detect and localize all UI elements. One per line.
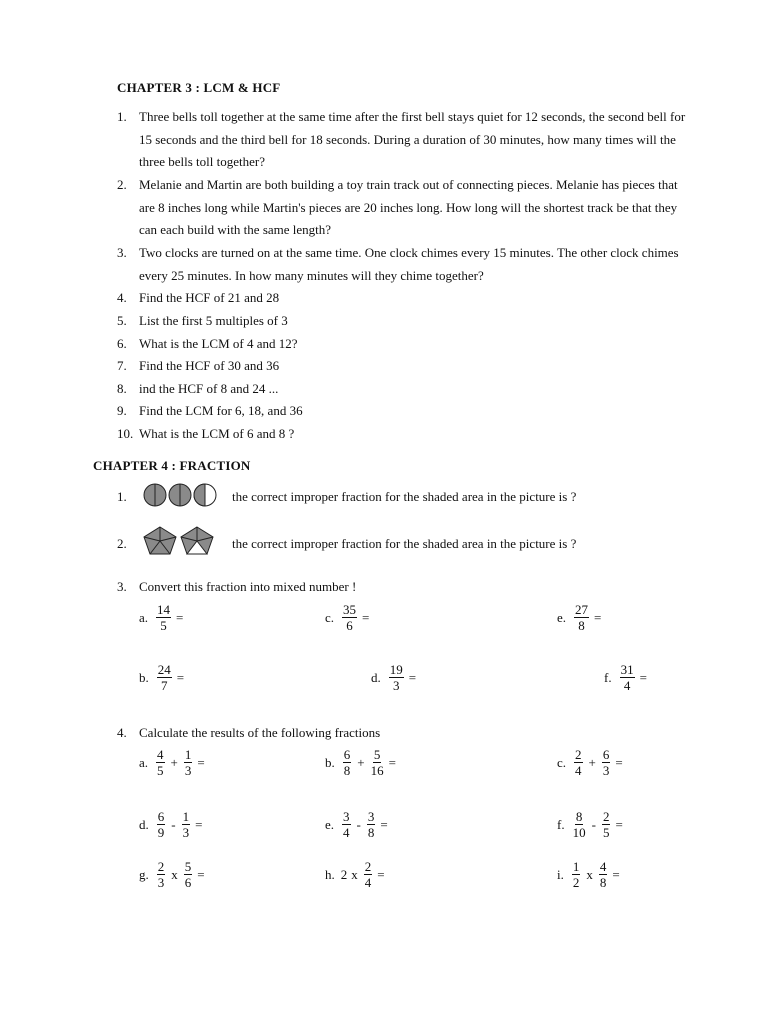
chapter3-heading: CHAPTER 3 : LCM & HCF (117, 80, 281, 95)
ch3-question-8 (117, 381, 278, 397)
equals-sign: = (197, 866, 205, 882)
denominator: 5 (602, 825, 610, 840)
item-label: e. (557, 609, 567, 625)
numerator: 4 (157, 747, 164, 762)
item-label: b. (325, 754, 335, 770)
numerator: 14 (157, 602, 171, 617)
item-label: i. (557, 866, 564, 882)
fraction (157, 860, 166, 889)
item-label: d. (371, 669, 381, 685)
denominator: 3 (184, 763, 192, 778)
question-number: 1. (117, 489, 127, 504)
operator: - (591, 816, 596, 832)
fraction (602, 810, 611, 839)
numerator: 6 (343, 747, 351, 762)
item-label: a. (139, 754, 149, 770)
calc-item-f (557, 810, 623, 839)
fraction (389, 663, 404, 692)
numerator: 3 (343, 809, 350, 824)
denominator: 2 (572, 875, 580, 890)
numerator: 6 (602, 747, 610, 762)
question-text: Calculate the results of the following fractions (139, 725, 381, 740)
question-number: 9. (117, 403, 127, 418)
fraction (343, 748, 352, 777)
numerator: 8 (575, 809, 583, 824)
denominator: 3 (157, 875, 165, 890)
question-number: 8. (117, 381, 127, 396)
question-number: 1. (117, 109, 127, 124)
denominator: 4 (343, 825, 350, 840)
denominator: 8 (343, 763, 351, 778)
denominator: 3 (602, 763, 610, 778)
question-text: Find the HCF of 30 and 36 (139, 358, 280, 373)
shaded-circles-icon (142, 482, 222, 512)
question-text: Convert this fraction into mixed number ! (139, 579, 357, 594)
fraction (574, 748, 583, 777)
denominator: 8 (367, 825, 375, 840)
fraction (573, 810, 586, 839)
numerator: 2 (602, 809, 610, 824)
denominator: 3 (393, 678, 400, 693)
ch4-question-3 (117, 579, 356, 595)
fraction (156, 603, 171, 632)
calc-item-i (557, 860, 620, 889)
fraction (572, 860, 581, 889)
numerator: 5 (373, 747, 381, 762)
whole-number: 2 (340, 866, 348, 882)
equals-sign: = (639, 669, 647, 685)
item-label: f. (557, 816, 565, 832)
ch3-question-1 (117, 106, 687, 174)
question-text: Two clocks are turned on at the same time. One clock chimes every 15 minutes. The other clock chimes every 25 minutes. In how many minutes will they chime together? (139, 245, 679, 283)
equals-sign: = (594, 609, 602, 625)
question-text: ind the HCF of 8 and 24 ... (139, 381, 279, 396)
question-text: What is the LCM of 4 and 12? (139, 336, 298, 351)
calc-item-b (325, 748, 396, 777)
fraction (182, 810, 191, 839)
question-number: 2. (117, 536, 127, 551)
operator: + (170, 754, 178, 770)
fraction (620, 663, 635, 692)
numerator: 2 (364, 859, 372, 874)
ch3-question-10 (117, 426, 294, 442)
operator: x (586, 866, 593, 882)
numerator: 2 (157, 859, 165, 874)
ch3-question-6 (117, 336, 298, 352)
question-text: the correct improper fraction for the shaded area in the picture is ? (232, 489, 577, 504)
operator: x (351, 866, 358, 882)
equals-sign: = (380, 816, 388, 832)
ch3-question-2 (117, 174, 687, 242)
item-label: g. (139, 866, 149, 882)
item-label: f. (604, 669, 612, 685)
fraction (184, 748, 193, 777)
item-label: d. (139, 816, 149, 832)
denominator: 6 (346, 618, 353, 633)
denominator: 10 (572, 825, 586, 840)
equals-sign: = (195, 816, 203, 832)
question-number: 3. (117, 245, 127, 260)
question-number: 2. (117, 177, 127, 192)
question-text: List the first 5 multiples of 3 (139, 313, 288, 328)
ch3-question-7 (117, 358, 279, 374)
equals-sign: = (408, 669, 417, 685)
fraction (342, 810, 351, 839)
equals-sign: = (176, 669, 185, 685)
question-number: 10. (117, 426, 134, 441)
question-number: 4. (117, 290, 127, 305)
fraction (602, 748, 611, 777)
calc-item-h (325, 860, 385, 889)
ch4-question-4 (117, 725, 380, 741)
item-label: c. (325, 609, 335, 625)
denominator: 3 (182, 825, 190, 840)
calc-item-d (139, 810, 202, 839)
ch3-question-4 (117, 290, 279, 306)
fraction (599, 860, 608, 889)
equals-sign: = (197, 754, 205, 770)
question-text: What is the LCM of 6 and 8 ? (139, 426, 295, 441)
denominator: 4 (623, 678, 631, 693)
denominator: 16 (370, 763, 384, 778)
ch3-question-5 (117, 313, 288, 329)
numerator: 1 (184, 747, 192, 762)
item-label: h. (325, 866, 335, 882)
fraction (574, 603, 589, 632)
question-text: Find the HCF of 21 and 28 (139, 290, 280, 305)
fraction (157, 810, 166, 839)
convert-item-d (371, 663, 416, 692)
denominator: 9 (157, 825, 165, 840)
denominator: 8 (578, 618, 585, 633)
operator: - (171, 816, 176, 832)
numerator: 35 (343, 602, 357, 617)
convert-item-e (557, 603, 601, 632)
denominator: 7 (161, 678, 168, 693)
question-text: Three bells toll together at the same time after the first bell stays quiet for 12 seconds, the second bell for 15 seconds and the third bell for 18 seconds. During a duration of 30 minutes, how many times will the three bells toll together? (139, 109, 686, 170)
fraction (342, 603, 357, 632)
fraction (156, 748, 165, 777)
fraction (157, 663, 172, 692)
numerator: 24 (157, 662, 171, 677)
question-number: 6. (117, 336, 127, 351)
calc-item-g (139, 860, 205, 889)
numerator: 4 (599, 859, 607, 874)
denominator: 8 (599, 875, 607, 890)
operator: - (356, 816, 361, 832)
equals-sign: = (615, 754, 623, 770)
denominator: 6 (184, 875, 192, 890)
question-text: Melanie and Martin are both building a toy train track out of connecting pieces. Melanie has pieces that are 8 inches long while Martin's pieces are 20 inches long. How long will the shortest track be that they can each build with the same length? (139, 177, 678, 238)
item-label: b. (139, 669, 149, 685)
convert-item-c (325, 603, 369, 632)
numerator: 2 (575, 747, 582, 762)
fraction (184, 860, 193, 889)
item-label: c. (557, 754, 567, 770)
calc-item-e (325, 810, 388, 839)
fraction (364, 860, 373, 889)
equals-sign: = (377, 866, 385, 882)
operator: x (171, 866, 178, 882)
chapter4-heading: CHAPTER 4 : FRACTION (93, 458, 251, 473)
equals-sign: = (388, 754, 396, 770)
question-number: 5. (117, 313, 127, 328)
convert-item-a (139, 603, 183, 632)
numerator: 6 (157, 809, 165, 824)
question-text: the correct improper fraction for the shaded area in the picture is ? (232, 536, 577, 551)
question-number: 7. (117, 358, 127, 373)
operator: + (357, 754, 365, 770)
numerator: 1 (182, 809, 190, 824)
calc-item-a (139, 748, 205, 777)
equals-sign: = (612, 866, 620, 882)
convert-item-b (139, 663, 184, 692)
shaded-pentagons-icon (142, 526, 217, 560)
equals-sign: = (176, 609, 184, 625)
question-number: 3. (117, 579, 127, 594)
denominator: 4 (575, 763, 582, 778)
item-label: a. (139, 609, 149, 625)
numerator: 19 (389, 662, 403, 677)
equals-sign: = (362, 609, 370, 625)
ch3-question-9 (117, 403, 303, 419)
operator: + (588, 754, 596, 770)
numerator: 1 (572, 859, 580, 874)
fraction (367, 810, 376, 839)
ch3-question-3 (117, 242, 687, 287)
numerator: 5 (184, 859, 192, 874)
numerator: 31 (620, 662, 634, 677)
equals-sign: = (615, 816, 623, 832)
question-text: Find the LCM for 6, 18, and 36 (139, 403, 303, 418)
convert-item-f (604, 663, 647, 692)
numerator: 27 (575, 602, 589, 617)
numerator: 3 (367, 809, 375, 824)
item-label: e. (325, 816, 335, 832)
denominator: 5 (157, 763, 164, 778)
denominator: 4 (364, 875, 372, 890)
calc-item-c (557, 748, 623, 777)
denominator: 5 (160, 618, 167, 633)
question-number: 4. (117, 725, 127, 740)
fraction (371, 748, 384, 777)
